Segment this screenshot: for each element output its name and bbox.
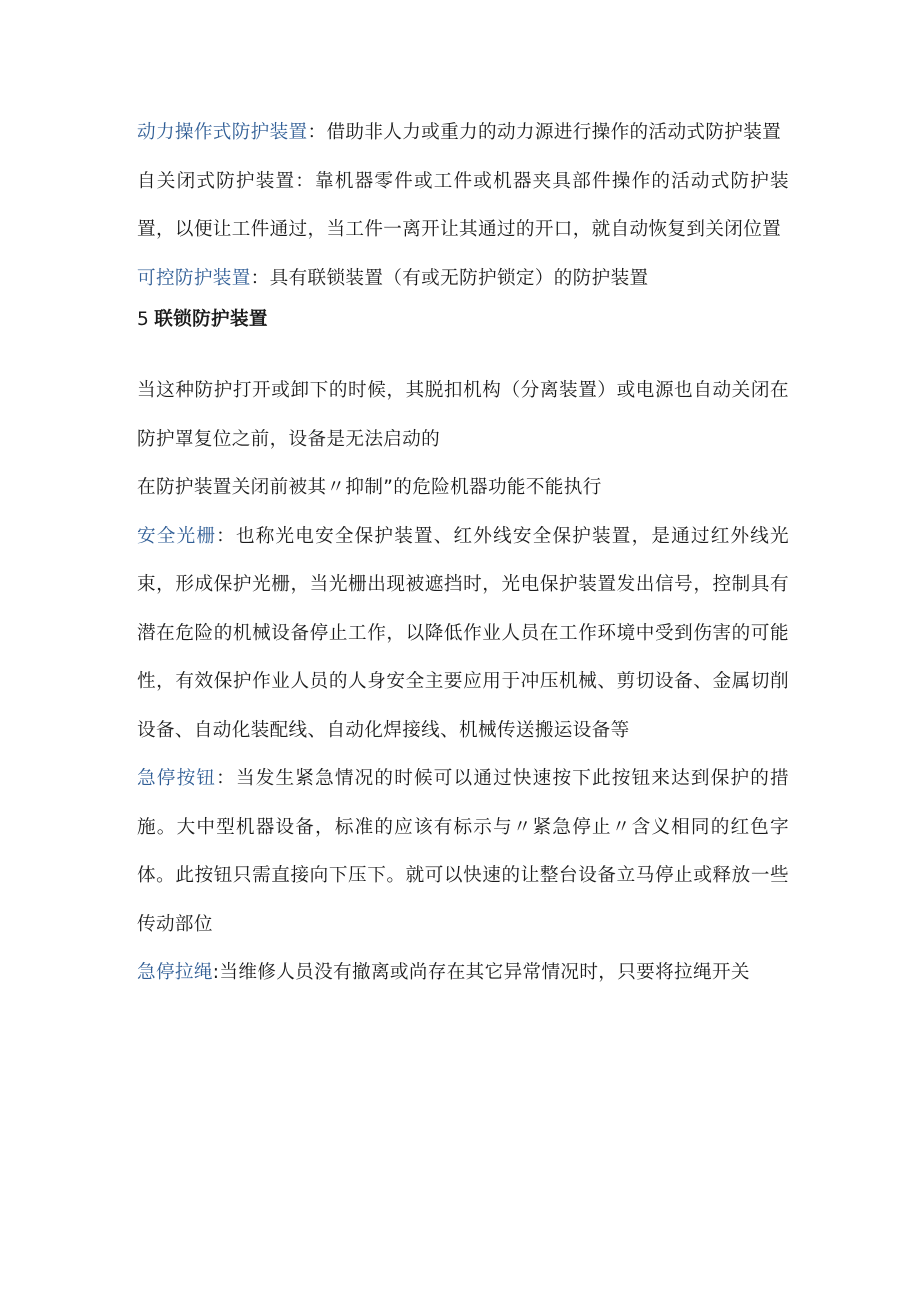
term-separator: ：	[216, 768, 236, 789]
term-label: 急停按钮	[137, 768, 217, 789]
paragraph-text: 借助非人力或重力的动力源进行操作的活动式防护装置	[326, 122, 782, 143]
paragraph-inhibited-functions	[137, 464, 789, 513]
term-separator: :	[212, 962, 220, 983]
term-label: 动力操作式防护装置	[137, 122, 308, 143]
paragraph-controllable-guard	[137, 255, 789, 304]
paragraph-text: 自关闭式防护装置：靠机器零件或工件或机器夹具部件操作的活动式防护装置，以便让工件通过，当工件一离开让其通过的开口，就自动恢复到关闭位置	[137, 170, 789, 240]
spacer	[137, 351, 789, 367]
section-heading	[137, 303, 789, 337]
section-title: 联锁防护装置	[154, 309, 268, 330]
term-label: 安全光栅	[137, 525, 217, 547]
paragraph-text: 在防护装置关闭前被其〃抑制”的危险机器功能不能执行	[137, 477, 602, 498]
document-page	[137, 109, 789, 998]
term-separator: ：	[216, 525, 236, 547]
paragraph-power-operated-guard	[137, 109, 789, 158]
paragraph-safety-light-curtain	[137, 513, 789, 756]
paragraph-text: 当发生紧急情况的时候可以通过快速按下此按钮来达到保护的措施。大中型机器设备，标准的应该有标示与〃紧急停止〃含义相同的红色字体。此按钮只需直接向下压下。就可以快速的让整台设备立马停止或释放一些传动部位	[137, 768, 789, 935]
paragraph-emergency-stop-button	[137, 755, 789, 949]
term-separator: ：	[307, 122, 327, 143]
paragraph-text: 具有联锁装置（有或无防护锁定）的防护装置	[269, 267, 649, 289]
term-label: 急停拉绳	[137, 962, 213, 983]
paragraph-interlock-description	[137, 367, 789, 464]
paragraph-text: 也称光电安全保护装置、红外线安全保护装置，是通过红外线光束，形成保护光栅，当光栅出现被遮挡时，光电保护装置发出信号，控制具有潜在危险的机械设备停止工作，以降低作业人员在工作环境中受到伤害的可能性，有效保护作业人员的人身安全主要应用于冲压机械、剪切设备、金属切削设备、自动化装配线、自动化焊接线、机械传送搬运设备等	[137, 525, 789, 741]
paragraph-self-closing-guard	[137, 158, 789, 255]
paragraph-text: 当维修人员没有撤离或尚存在其它异常情况时，只要将拉绳开关	[219, 962, 750, 983]
term-separator: ：	[250, 267, 270, 289]
paragraph-emergency-pull-cord	[137, 949, 789, 998]
section-number: 5	[137, 309, 150, 330]
paragraph-text: 当这种防护打开或卸下的时候，其脱扣机构（分离装置）或电源也自动关闭在防护罩复位之前，设备是无法启动的	[137, 380, 789, 450]
term-label: 可控防护装置	[137, 267, 251, 289]
